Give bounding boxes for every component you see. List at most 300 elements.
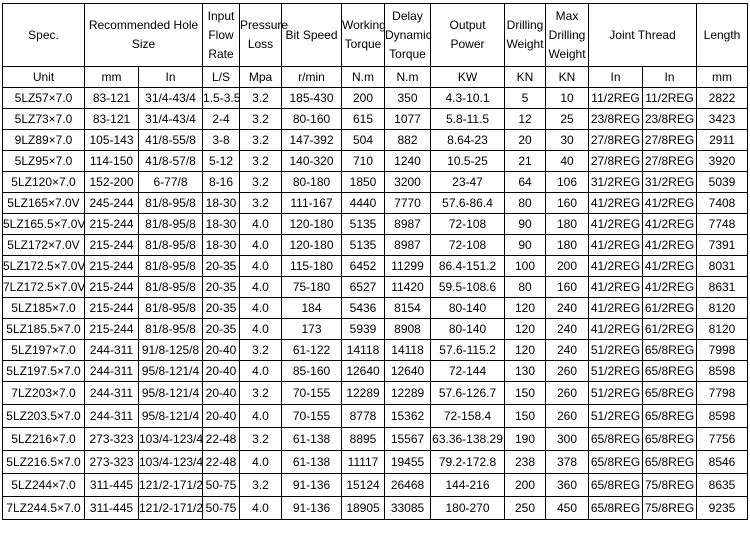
cell-delay-torque: 15362 (385, 405, 431, 428)
cell-hole-in: 95/8-121/4 (139, 405, 203, 428)
cell-spec: 5LZ165.5×7.0V (3, 214, 85, 235)
cell-flow-rate: 3-8 (203, 130, 240, 151)
cell-bit-speed: 91-136 (282, 474, 342, 497)
cell-length: 8546 (697, 451, 748, 474)
cell-output-power: 72-144 (431, 361, 505, 382)
cell-delay-torque: 7770 (385, 193, 431, 214)
table-row (3, 428, 748, 451)
header-joint-thread: Joint Thread (589, 4, 697, 67)
cell-hole-in: 41/8-55/8 (139, 130, 203, 151)
table-row (3, 361, 748, 382)
cell-length: 7756 (697, 428, 748, 451)
cell-output-power: 59.5-108.6 (431, 277, 505, 298)
cell-thread-upper: 23/8REG (589, 109, 643, 130)
cell-spec: 5LZ197×7.0 (3, 340, 85, 361)
cell-bit-speed: 85-160 (282, 361, 342, 382)
cell-working-torque: 5939 (342, 319, 385, 340)
cell-bit-speed: 120-180 (282, 235, 342, 256)
cell-spec: 5LZ216×7.0 (3, 428, 85, 451)
cell-max-drilling-weight: 40 (546, 151, 589, 172)
unit-drilling-weight: KN (505, 67, 546, 88)
cell-max-drilling-weight: 160 (546, 277, 589, 298)
cell-length: 8120 (697, 298, 748, 319)
cell-output-power: 4.3-10.1 (431, 88, 505, 109)
cell-output-power: 72-158.4 (431, 405, 505, 428)
cell-thread-upper: 65/8REG (589, 474, 643, 497)
cell-flow-rate: 18-30 (203, 235, 240, 256)
cell-bit-speed: 120-180 (282, 214, 342, 235)
cell-length: 3920 (697, 151, 748, 172)
cell-working-torque: 4440 (342, 193, 385, 214)
cell-thread-lower: 41/2REG (643, 277, 697, 298)
cell-drilling-weight: 80 (505, 193, 546, 214)
cell-thread-lower: 61/2REG (643, 298, 697, 319)
cell-pressure-loss: 3.2 (240, 340, 282, 361)
cell-hole-in: 81/8-95/8 (139, 277, 203, 298)
cell-pressure-loss: 3.2 (240, 172, 282, 193)
cell-pressure-loss: 3.2 (240, 382, 282, 405)
cell-hole-mm: 311-445 (85, 474, 139, 497)
table-row (3, 109, 748, 130)
cell-drilling-weight: 150 (505, 382, 546, 405)
cell-spec: 5LZ185.5×7.0 (3, 319, 85, 340)
cell-thread-lower: 31/2REG (643, 172, 697, 193)
cell-hole-in: 91/8-125/8 (139, 340, 203, 361)
cell-flow-rate: 22-48 (203, 428, 240, 451)
cell-flow-rate: 20-40 (203, 340, 240, 361)
cell-thread-upper: 41/2REG (589, 256, 643, 277)
cell-max-drilling-weight: 240 (546, 319, 589, 340)
cell-delay-torque: 12289 (385, 382, 431, 405)
cell-length: 8598 (697, 405, 748, 428)
cell-hole-mm: 215-244 (85, 214, 139, 235)
header-drilling-weight: Drilling Weight (505, 4, 546, 67)
cell-flow-rate: 8-16 (203, 172, 240, 193)
cell-output-power: 57.6-115.2 (431, 340, 505, 361)
cell-pressure-loss: 4.0 (240, 298, 282, 319)
cell-thread-upper: 51/2REG (589, 405, 643, 428)
cell-delay-torque: 12640 (385, 361, 431, 382)
unit-hole-mm: mm (85, 67, 139, 88)
cell-bit-speed: 147-392 (282, 130, 342, 151)
cell-spec: 7LZ203×7.0 (3, 382, 85, 405)
table-row (3, 88, 748, 109)
cell-max-drilling-weight: 10 (546, 88, 589, 109)
cell-output-power: 57.6-126.7 (431, 382, 505, 405)
cell-bit-speed: 140-320 (282, 151, 342, 172)
cell-thread-upper: 41/2REG (589, 193, 643, 214)
cell-length: 7998 (697, 340, 748, 361)
cell-pressure-loss: 3.2 (240, 109, 282, 130)
cell-flow-rate: 20-35 (203, 277, 240, 298)
cell-output-power: 57.6-86.4 (431, 193, 505, 214)
cell-thread-lower: 61/2REG (643, 319, 697, 340)
cell-thread-upper: 31/2REG (589, 172, 643, 193)
cell-hole-in: 31/4-43/4 (139, 88, 203, 109)
cell-hole-in: 31/4-43/4 (139, 109, 203, 130)
unit-flow-rate: L/S (203, 67, 240, 88)
cell-length: 8635 (697, 474, 748, 497)
cell-pressure-loss: 4.0 (240, 214, 282, 235)
cell-hole-mm: 245-244 (85, 193, 139, 214)
unit-working-torque: N.m (342, 67, 385, 88)
unit-pressure-loss: Mpa (240, 67, 282, 88)
cell-thread-upper: 41/2REG (589, 298, 643, 319)
cell-thread-upper: 65/8REG (589, 451, 643, 474)
cell-max-drilling-weight: 240 (546, 298, 589, 319)
cell-delay-torque: 1240 (385, 151, 431, 172)
table-row (3, 277, 748, 298)
table-row (3, 474, 748, 497)
cell-bit-speed: 185-430 (282, 88, 342, 109)
cell-pressure-loss: 4.0 (240, 405, 282, 428)
unit-bit-speed: r/min (282, 67, 342, 88)
cell-pressure-loss: 4.0 (240, 451, 282, 474)
cell-thread-lower: 65/8REG (643, 340, 697, 361)
header-output-power: Output Power (431, 4, 505, 67)
cell-drilling-weight: 21 (505, 151, 546, 172)
cell-delay-torque: 8987 (385, 235, 431, 256)
cell-drilling-weight: 120 (505, 319, 546, 340)
cell-output-power: 72-108 (431, 214, 505, 235)
cell-pressure-loss: 3.2 (240, 428, 282, 451)
cell-delay-torque: 15567 (385, 428, 431, 451)
cell-pressure-loss: 4.0 (240, 235, 282, 256)
unit-length: mm (697, 67, 748, 88)
cell-length: 3423 (697, 109, 748, 130)
unit-spec: Unit (3, 67, 85, 88)
cell-hole-mm: 311-445 (85, 497, 139, 520)
table-row (3, 256, 748, 277)
table-row (3, 382, 748, 405)
cell-hole-mm: 215-244 (85, 298, 139, 319)
cell-thread-upper: 27/8REG (589, 130, 643, 151)
cell-thread-lower: 65/8REG (643, 405, 697, 428)
cell-spec: 5LZ203.5×7.0 (3, 405, 85, 428)
cell-max-drilling-weight: 106 (546, 172, 589, 193)
cell-thread-lower: 11/2REG (643, 88, 697, 109)
cell-working-torque: 200 (342, 88, 385, 109)
cell-pressure-loss: 4.0 (240, 497, 282, 520)
cell-spec: 5LZ73×7.0 (3, 109, 85, 130)
table-row (3, 340, 748, 361)
cell-length: 5039 (697, 172, 748, 193)
table-row (3, 451, 748, 474)
cell-length: 8120 (697, 319, 748, 340)
cell-thread-lower: 65/8REG (643, 382, 697, 405)
cell-flow-rate: 20-35 (203, 298, 240, 319)
cell-delay-torque: 19455 (385, 451, 431, 474)
table-row (3, 172, 748, 193)
cell-flow-rate: 18-30 (203, 193, 240, 214)
cell-hole-in: 41/8-57/8 (139, 151, 203, 172)
cell-thread-lower: 75/8REG (643, 474, 697, 497)
cell-thread-upper: 41/2REG (589, 214, 643, 235)
cell-max-drilling-weight: 30 (546, 130, 589, 151)
cell-hole-in: 81/8-95/8 (139, 214, 203, 235)
unit-thread-lower: In (643, 67, 697, 88)
cell-hole-mm: 244-311 (85, 405, 139, 428)
cell-bit-speed: 173 (282, 319, 342, 340)
cell-pressure-loss: 4.0 (240, 277, 282, 298)
cell-drilling-weight: 90 (505, 235, 546, 256)
unit-max-drilling-weight: KN (546, 67, 589, 88)
cell-output-power: 86.4-151.2 (431, 256, 505, 277)
cell-max-drilling-weight: 25 (546, 109, 589, 130)
cell-working-torque: 615 (342, 109, 385, 130)
cell-drilling-weight: 130 (505, 361, 546, 382)
cell-working-torque: 18905 (342, 497, 385, 520)
cell-thread-lower: 65/8REG (643, 361, 697, 382)
cell-thread-lower: 41/2REG (643, 214, 697, 235)
cell-delay-torque: 11299 (385, 256, 431, 277)
cell-working-torque: 5436 (342, 298, 385, 319)
cell-working-torque: 12289 (342, 382, 385, 405)
unit-output-power: KW (431, 67, 505, 88)
cell-spec: 5LZ172.5×7.0V (3, 256, 85, 277)
cell-bit-speed: 70-155 (282, 405, 342, 428)
cell-length: 8598 (697, 361, 748, 382)
unit-thread-upper: In (589, 67, 643, 88)
cell-flow-rate: 1.5-3.5 (203, 88, 240, 109)
cell-length: 8631 (697, 277, 748, 298)
cell-thread-lower: 75/8REG (643, 497, 697, 520)
cell-drilling-weight: 190 (505, 428, 546, 451)
header-flow-rate: Input Flow Rate (203, 4, 240, 67)
cell-thread-lower: 41/2REG (643, 193, 697, 214)
cell-length: 8031 (697, 256, 748, 277)
cell-thread-upper: 41/2REG (589, 319, 643, 340)
cell-flow-rate: 50-75 (203, 474, 240, 497)
cell-bit-speed: 75-180 (282, 277, 342, 298)
cell-hole-in: 81/8-95/8 (139, 298, 203, 319)
cell-drilling-weight: 100 (505, 256, 546, 277)
cell-spec: 5LZ172×7.0V (3, 235, 85, 256)
cell-spec: 5LZ244×7.0 (3, 474, 85, 497)
header-bit-speed: Bit Speed (282, 4, 342, 67)
table-row (3, 319, 748, 340)
cell-working-torque: 15124 (342, 474, 385, 497)
header-length: Length (697, 4, 748, 67)
cell-output-power: 79.2-172.8 (431, 451, 505, 474)
header-pressure-loss: Pressure Loss (240, 4, 282, 67)
cell-drilling-weight: 150 (505, 405, 546, 428)
cell-hole-in: 103/4-123/4 (139, 451, 203, 474)
table-body (3, 88, 748, 520)
cell-thread-upper: 65/8REG (589, 497, 643, 520)
cell-hole-in: 81/8-95/8 (139, 235, 203, 256)
cell-max-drilling-weight: 180 (546, 235, 589, 256)
cell-flow-rate: 50-75 (203, 497, 240, 520)
cell-working-torque: 1850 (342, 172, 385, 193)
cell-delay-torque: 8908 (385, 319, 431, 340)
cell-pressure-loss: 3.2 (240, 88, 282, 109)
cell-max-drilling-weight: 378 (546, 451, 589, 474)
cell-max-drilling-weight: 180 (546, 214, 589, 235)
cell-max-drilling-weight: 300 (546, 428, 589, 451)
units-row (3, 67, 748, 88)
cell-thread-lower: 27/8REG (643, 130, 697, 151)
table-row (3, 405, 748, 428)
cell-hole-in: 81/8-95/8 (139, 193, 203, 214)
cell-max-drilling-weight: 260 (546, 382, 589, 405)
cell-hole-mm: 83-121 (85, 88, 139, 109)
spec-table (2, 3, 748, 520)
cell-length: 7748 (697, 214, 748, 235)
cell-output-power: 80-140 (431, 319, 505, 340)
cell-drilling-weight: 80 (505, 277, 546, 298)
cell-working-torque: 5135 (342, 214, 385, 235)
cell-working-torque: 12640 (342, 361, 385, 382)
cell-delay-torque: 33085 (385, 497, 431, 520)
cell-spec: 5LZ57×7.0 (3, 88, 85, 109)
cell-bit-speed: 91-136 (282, 497, 342, 520)
cell-hole-mm: 114-150 (85, 151, 139, 172)
cell-hole-mm: 244-311 (85, 382, 139, 405)
cell-hole-mm: 215-244 (85, 277, 139, 298)
cell-hole-mm: 273-323 (85, 428, 139, 451)
cell-working-torque: 11117 (342, 451, 385, 474)
cell-flow-rate: 20-35 (203, 256, 240, 277)
cell-thread-upper: 27/8REG (589, 151, 643, 172)
cell-hole-in: 121/2-171/2 (139, 474, 203, 497)
cell-bit-speed: 115-180 (282, 256, 342, 277)
cell-working-torque: 504 (342, 130, 385, 151)
cell-max-drilling-weight: 360 (546, 474, 589, 497)
cell-spec: 9LZ89×7.0 (3, 130, 85, 151)
cell-drilling-weight: 120 (505, 340, 546, 361)
cell-delay-torque: 8987 (385, 214, 431, 235)
cell-drilling-weight: 12 (505, 109, 546, 130)
header-hole-size: Recommended Hole Size (85, 4, 203, 67)
cell-delay-torque: 8154 (385, 298, 431, 319)
cell-flow-rate: 20-40 (203, 405, 240, 428)
cell-flow-rate: 5-12 (203, 151, 240, 172)
cell-output-power: 80-140 (431, 298, 505, 319)
cell-spec: 5LZ95×7.0 (3, 151, 85, 172)
cell-hole-mm: 244-311 (85, 361, 139, 382)
cell-bit-speed: 184 (282, 298, 342, 319)
cell-pressure-loss: 3.2 (240, 151, 282, 172)
cell-bit-speed: 111-167 (282, 193, 342, 214)
cell-delay-torque: 14118 (385, 340, 431, 361)
cell-length: 7391 (697, 235, 748, 256)
cell-hole-in: 103/4-123/4 (139, 428, 203, 451)
table-row (3, 130, 748, 151)
cell-flow-rate: 20-35 (203, 319, 240, 340)
cell-hole-mm: 83-121 (85, 109, 139, 130)
cell-length: 9235 (697, 497, 748, 520)
cell-bit-speed: 61-138 (282, 451, 342, 474)
cell-flow-rate: 20-40 (203, 361, 240, 382)
cell-output-power: 10.5-25 (431, 151, 505, 172)
table-row (3, 193, 748, 214)
cell-hole-in: 95/8-121/4 (139, 361, 203, 382)
cell-drilling-weight: 200 (505, 474, 546, 497)
cell-hole-mm: 105-143 (85, 130, 139, 151)
unit-delay-torque: N.m (385, 67, 431, 88)
cell-output-power: 72-108 (431, 235, 505, 256)
cell-working-torque: 8778 (342, 405, 385, 428)
cell-delay-torque: 1077 (385, 109, 431, 130)
cell-drilling-weight: 20 (505, 130, 546, 151)
cell-working-torque: 8895 (342, 428, 385, 451)
cell-pressure-loss: 3.2 (240, 474, 282, 497)
cell-pressure-loss: 3.2 (240, 130, 282, 151)
cell-working-torque: 6527 (342, 277, 385, 298)
table-row (3, 298, 748, 319)
cell-max-drilling-weight: 260 (546, 361, 589, 382)
cell-thread-lower: 23/8REG (643, 109, 697, 130)
cell-thread-lower: 41/2REG (643, 256, 697, 277)
cell-spec: 5LZ120×7.0 (3, 172, 85, 193)
cell-thread-lower: 65/8REG (643, 451, 697, 474)
cell-max-drilling-weight: 160 (546, 193, 589, 214)
cell-working-torque: 14118 (342, 340, 385, 361)
cell-bit-speed: 61-138 (282, 428, 342, 451)
cell-output-power: 63.36-138.29 (431, 428, 505, 451)
cell-output-power: 144-216 (431, 474, 505, 497)
cell-thread-lower: 65/8REG (643, 428, 697, 451)
cell-hole-in: 121/2-171/2 (139, 497, 203, 520)
cell-working-torque: 6452 (342, 256, 385, 277)
cell-length: 2911 (697, 130, 748, 151)
cell-max-drilling-weight: 450 (546, 497, 589, 520)
cell-length: 2822 (697, 88, 748, 109)
cell-thread-lower: 27/8REG (643, 151, 697, 172)
table-row (3, 497, 748, 520)
cell-thread-upper: 41/2REG (589, 277, 643, 298)
header-working-torque: Working Torque (342, 4, 385, 67)
cell-pressure-loss: 4.0 (240, 319, 282, 340)
cell-drilling-weight: 90 (505, 214, 546, 235)
cell-max-drilling-weight: 240 (546, 340, 589, 361)
header-delay-torque: Delay Dynamic Torque (385, 4, 431, 67)
table-row (3, 151, 748, 172)
cell-spec: 5LZ216.5×7.0 (3, 451, 85, 474)
cell-output-power: 180-270 (431, 497, 505, 520)
table-row (3, 214, 748, 235)
cell-bit-speed: 61-122 (282, 340, 342, 361)
cell-delay-torque: 11420 (385, 277, 431, 298)
cell-hole-mm: 215-244 (85, 319, 139, 340)
cell-length: 7408 (697, 193, 748, 214)
cell-drilling-weight: 5 (505, 88, 546, 109)
cell-drilling-weight: 120 (505, 298, 546, 319)
cell-length: 7798 (697, 382, 748, 405)
cell-drilling-weight: 250 (505, 497, 546, 520)
cell-spec: 5LZ165×7.0V (3, 193, 85, 214)
cell-thread-upper: 51/2REG (589, 340, 643, 361)
cell-thread-upper: 51/2REG (589, 382, 643, 405)
cell-spec: 5LZ197.5×7.0 (3, 361, 85, 382)
cell-thread-upper: 11/2REG (589, 88, 643, 109)
cell-pressure-loss: 4.0 (240, 256, 282, 277)
cell-hole-mm: 215-244 (85, 256, 139, 277)
cell-output-power: 5.8-11.5 (431, 109, 505, 130)
cell-hole-mm: 244-311 (85, 340, 139, 361)
cell-hole-in: 6-77/8 (139, 172, 203, 193)
cell-drilling-weight: 238 (505, 451, 546, 474)
cell-bit-speed: 80-160 (282, 109, 342, 130)
cell-pressure-loss: 4.0 (240, 361, 282, 382)
cell-bit-speed: 80-180 (282, 172, 342, 193)
cell-flow-rate: 22-48 (203, 451, 240, 474)
cell-thread-upper: 65/8REG (589, 428, 643, 451)
cell-thread-upper: 41/2REG (589, 235, 643, 256)
cell-thread-lower: 41/2REG (643, 235, 697, 256)
header-spec: Spec. (3, 4, 85, 67)
